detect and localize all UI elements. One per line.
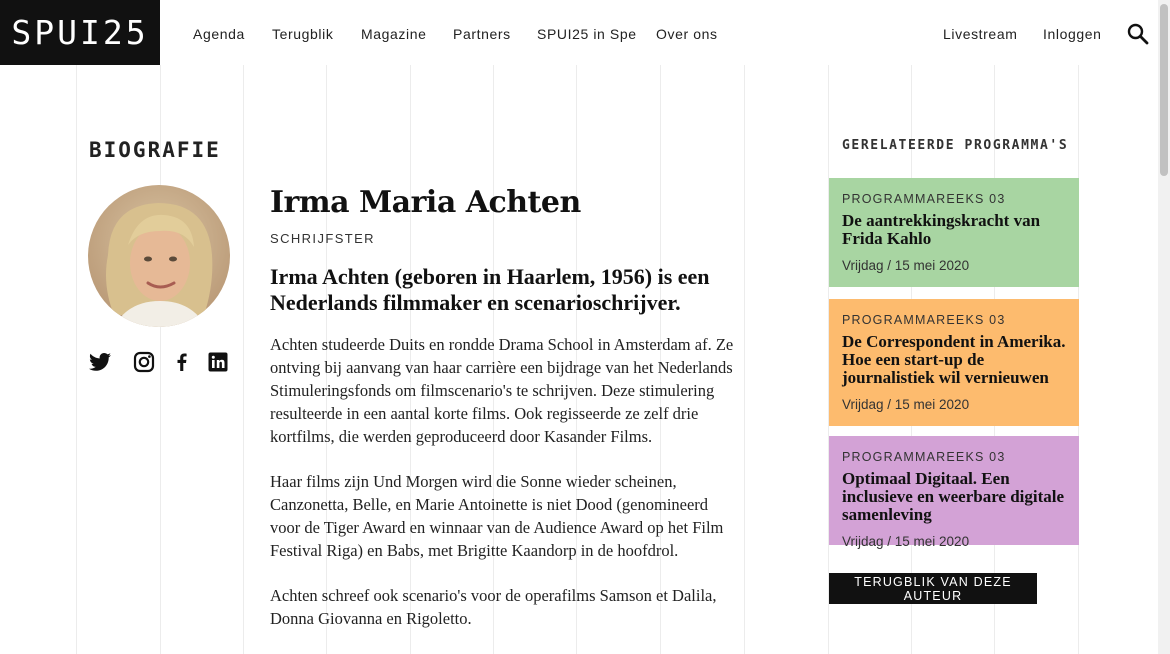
program-card[interactable] [829, 436, 1079, 549]
page-scrollbar[interactable] [1158, 0, 1170, 654]
bio-lead: Irma Achten (geboren in Haarlem, 1956) is een Nederlands filmmaker en scenarioschrijver. [270, 264, 710, 315]
program-card[interactable] [829, 299, 1079, 426]
card-title[interactable]: Optimaal Digitaal. Een inclusieve en weerbare digitale samenleving [842, 469, 1065, 524]
card-title[interactable]: De Correspondent in Amerika. Hoe een start-up de journalistiek wil vernieuwen [842, 332, 1066, 387]
instagram-icon [132, 350, 156, 374]
instagram-link[interactable] [132, 350, 156, 374]
bio-paragraph: Achten schreef ook scenario's voor de operafilms Samson et Dalila, Donna Giovanna en Rigoletto. [270, 586, 717, 628]
card-series: PROGRAMMAREEKS 03 [842, 313, 1006, 327]
site-logo[interactable]: SPUI25 [0, 0, 160, 65]
nav-inloggen[interactable]: Inloggen [1043, 26, 1102, 42]
search-button[interactable] [1126, 22, 1150, 46]
card-series: PROGRAMMAREEKS 03 [842, 450, 1006, 464]
card-date: Vrijdag / 15 mei 2020 [842, 534, 970, 549]
card-date: Vrijdag / 15 mei 2020 [842, 397, 970, 412]
nav-over-ons[interactable]: Over ons [656, 26, 718, 42]
avatar [88, 185, 230, 327]
card-series: PROGRAMMAREEKS 03 [842, 192, 1006, 206]
scrollbar-thumb[interactable] [1160, 4, 1168, 176]
program-card[interactable] [829, 178, 1079, 287]
nav-partners[interactable]: Partners [453, 26, 511, 42]
bio-paragraph: Achten studeerde Duits en rondde Drama School in Amsterdam af. Ze ontving bij aanvang van haar carrière een bijdrage van het Nederlands Stimuleringsfonds om filmscenario's te schrijven. Deze stimulering resulteerde in een aantal korte films. Ook regisseerde ze zelf drie kortfilms, die werden geproduceerd door Kasander Films. [270, 335, 734, 446]
nav-agenda[interactable]: Agenda [193, 26, 245, 42]
nav-magazine[interactable]: Magazine [361, 26, 427, 42]
site-header [0, 0, 1158, 65]
person-role: SCHRIJFSTER [270, 231, 375, 246]
nav-spui25-in-spe[interactable]: SPUI25 in Spe [537, 26, 637, 42]
bio-paragraph: Haar films zijn Und Morgen wird die Sonne wieder scheinen, Canzonetta, Belle, en Marie Antoinette is niet Dood (genomineerd voor de Tiger Award en winnaar van de Audience Award op het Film Festival Riga) en Babs, met Brigitte Kaandorp in de hoofdrol. [270, 472, 724, 560]
nav-terugblik[interactable]: Terugblik [272, 26, 334, 42]
bio-heading: BIOGRAFIE [89, 138, 221, 162]
person-name: Irma Maria Achten [270, 185, 581, 220]
search-icon [1126, 22, 1150, 46]
author-retrospective-button[interactable]: TERUGBLIK VAN DEZE AUTEUR [829, 573, 1037, 604]
facebook-icon [170, 350, 194, 374]
related-programs-heading: GERELATEERDE PROGRAMMA'S [842, 138, 1069, 153]
twitter-icon [88, 350, 112, 374]
nav-livestream[interactable]: Livestream [943, 26, 1018, 42]
linkedin-link[interactable] [206, 350, 230, 374]
twitter-link[interactable] [88, 350, 112, 374]
card-date: Vrijdag / 15 mei 2020 [842, 258, 970, 273]
card-title[interactable]: De aantrekkingskracht van Frida Kahlo [842, 211, 1041, 248]
linkedin-icon [206, 350, 230, 374]
facebook-link[interactable] [170, 350, 194, 374]
